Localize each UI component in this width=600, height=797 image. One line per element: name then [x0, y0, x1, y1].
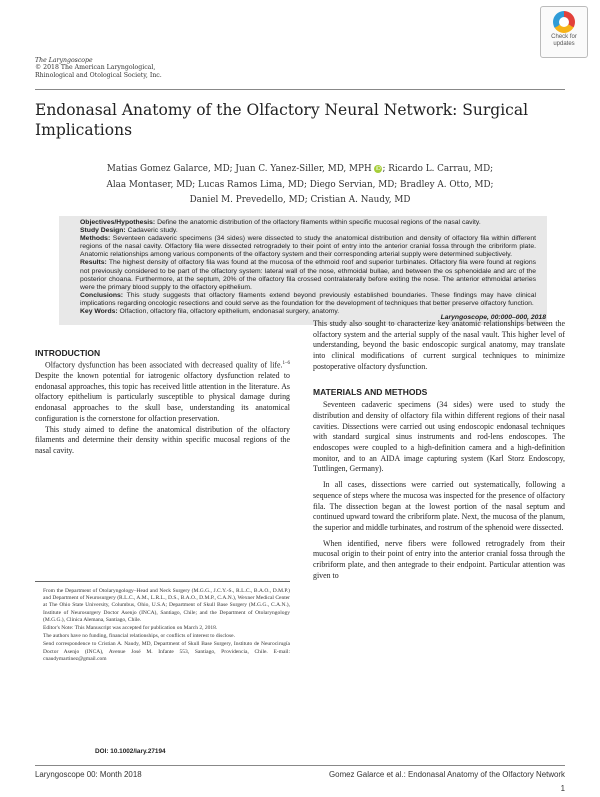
methods-heading: MATERIALS AND METHODS: [313, 386, 428, 397]
methods-text: Seventeen cadaveric specimens (34 sides) were dissected to study the anatomical distribution and density of olfactory fila within different regions of the nasal cavity. Olfactory fila were dissected retrogradely to their point of entry into the anterior cranial fossa through the cribriform plate. Anatomic relationships among various components of the olfactory system and their corresponding arterial supply were determined subjectively.: [80, 235, 537, 259]
methods-label: Methods:: [80, 235, 111, 243]
abstract-text: [70, 219, 536, 316]
abstract-design: [70, 227, 536, 235]
design-label: Study Design:: [80, 227, 126, 235]
keywords-label: Key Words:: [80, 308, 118, 316]
crossmark-icon: [553, 11, 575, 33]
abstract-methods: [70, 235, 536, 259]
author-list: [60, 162, 540, 209]
footnote-rule: [35, 581, 290, 582]
objectives-text: Define the anatomic distribution of the olfactory filaments within specific mucosal regions of the nasal cavity.: [157, 219, 481, 226]
methods-paragraph-1: Seventeen cadaveric specimens (34 sides) were used to study the distribution and density of olfactory fila within different regions of their nasal cavities. Dissections were carried out using endoscopic endonasal techniques with standard surgical sinus instruments and rod-lens endoscopes. The endoscopes were coupled to a high-definition camera and a high-definition monitor, and to an AIDA image capturing system (Karl Storz Endoscopy, Tuttlingen, Germany).: [313, 400, 565, 474]
author-line-1: [60, 162, 540, 178]
methods-paragraph-3: When identified, nerve fibers were followed retrogradely from their mucosal origin to their point of entry into the anterior cranial fossa through the cribriform plate, and then antegrade to their endpoint. Particular attention was given to: [313, 538, 565, 580]
authors-part-b: ; Ricardo L. Carrau, MD;: [382, 164, 494, 174]
footnote-editor: Editor's Note: This Manuscript was accepted for publication on March 2, 2018.: [43, 625, 218, 632]
journal-society: Rhinological and Otological Society, Inc.: [35, 71, 162, 79]
results-label: Results:: [80, 259, 107, 267]
intro-p1a: Olfactory dysfunction has been associated with decreased quality of life.: [45, 360, 283, 370]
footer-rule: [35, 765, 565, 766]
badge-line2: updates: [553, 40, 575, 47]
orcid-icon[interactable]: iD: [376, 166, 381, 172]
article-title: Endonasal Anatomy of the Olfactory Neural Network: Surgical Implications: [35, 101, 529, 139]
authors-part-a: Matias Gomez Galarce, MD; Juan C. Yanez-Siller, MD, MPH: [106, 164, 372, 174]
conclusions-label: Conclusions:: [80, 291, 124, 299]
footer-running-title: Gomez Galarce et al.: Endonasal Anatomy of the Olfactory Network: [329, 770, 565, 779]
footnote-affiliations: From the Department of Otolaryngology–Head and Neck Surgery (M.G.G., J.C.Y.-S., R.L.C., B.A.O., D.M.P.) and Department of Neurosurgery (R.L.C., A.M., L.R.L., D.S., B.A.O., D.M.P., C.A.N.), Wexner Medical Center at The Ohio State University, Columbus, Ohio, U.S.A; Department of Skull Base Surgery (M.G.G., C.A.N.), Institute of Neurosurgery Doctor Asenjo (INCA), Santiago, Chile; and the Department of Otolaryngology (M.G.G.), Clinica Alemana, Santiago, Chile.: [43, 588, 290, 623]
page-number: 1: [560, 784, 565, 793]
abstract-conclusions: [70, 292, 536, 308]
journal-meta: [35, 57, 162, 79]
conclusions-text: This study suggests that olfactory filaments extend beyond previously established boundaries. These findings may have clinical implications regarding oncologic resections and could serve as the foundation for the development of techniques that better preserve olfactory function.: [80, 291, 536, 307]
citation-line: Laryngoscope, 00:000–000, 2018: [440, 314, 546, 321]
intro-paragraph-2: This study aimed to define the anatomical distribution of the olfactory filaments and determine their density within specific mucosal regions of the nasal cavity.: [35, 424, 290, 455]
results-text: The highest density of olfactory fila was found at the mucosa of the ethmoid roof and superior turbinates. Olfactory fila were found at regions not previously considered to be part of the olfactory system: lateral wall of the nose, ethmoidal bullae, and between the os sphenoidale and arc of the posterior choana. Furthermore, at the septum, 20% of the olfactory fila crossed contralaterally before exiting the nose. The anterior ethmoidal arteries were the primary blood supply to the olfactory epithelium.: [80, 259, 537, 291]
right-paragraph-1: This study also sought to characterize key anatomic relationships between the olfactory system and the arterial supply of the nasal vault. This higher level of understanding, beyond the basic endoscopic surgical anatomy, may translate into clinical modifications of current surgical techniques to minimize postoperative olfactory dysfunction.: [313, 319, 565, 371]
reference-superscript[interactable]: 1–6: [282, 360, 290, 366]
header-rule: [35, 89, 565, 90]
doi-link[interactable]: DOI: 10.1002/lary.27194: [95, 748, 166, 755]
intro-p1b: Despite the known potential for iatrogenic olfactory dysfunction related to endonasal approaches, this topic has received little attention in the literature. As olfactory epithelium is particularly susceptible to physical damage during endonasal approaches to the skull base, understanding its anatomical configuration is the cornerstone for olfaction preservation.: [35, 371, 290, 423]
left-column: [35, 348, 290, 457]
keywords-text: Olfaction, olfactory fila, olfactory epithelium, endonasal surgery, anatomy.: [119, 308, 340, 316]
author-line-3: Daniel M. Prevedello, MD; Cristian A. Naudy, MD: [189, 195, 411, 206]
footnotes: [43, 588, 290, 664]
introduction-heading: INTRODUCTION: [35, 348, 101, 358]
methods-paragraph-2: In all cases, dissections were carried out systematically, following a sequence of steps where the mucosa was inspected for the presence of olfactory fila. The dissection began at the lowest portion of the nasal septum and continued upward toward the cribriform plate. Next, the mucosa of the planum, the superior and middle turbinates, and rostrum of the sphenoid were dissected.: [313, 480, 565, 532]
journal-copyright: © 2018 The American Laryngological,: [35, 64, 156, 72]
check-for-updates-badge[interactable]: [540, 6, 588, 58]
journal-name: The Laryngoscope: [35, 57, 93, 64]
objectives-label: Objectives/Hypothesis:: [80, 219, 156, 226]
footnote-funding: The authors have no funding, financial relationships, or conflicts of interest to disclose.: [43, 633, 235, 640]
abstract-objectives: [70, 219, 536, 227]
footnote-correspondence: Send correspondence to Cristian A. Naudy, MD, Department of Skull Base Surgery, Instituto de Neurocirugía Doctor Asenjo (INCA), Avenue José M. Infante 553, Santiago, Providencia, Chile. E-mail: cnaudymartinez@gmail.com: [43, 641, 290, 662]
right-column: [313, 319, 565, 581]
intro-paragraph-1: [35, 359, 290, 425]
design-text: Cadaveric study.: [127, 227, 178, 235]
abstract-results: [70, 259, 536, 291]
footer-journal: Laryngoscope 00: Month 2018: [35, 770, 142, 779]
author-line-2: Alaa Montaser, MD; Lucas Ramos Lima, MD; Diego Servian, MD; Bradley A. Otto, MD;: [106, 179, 494, 190]
badge-line1: Check for: [551, 34, 577, 40]
